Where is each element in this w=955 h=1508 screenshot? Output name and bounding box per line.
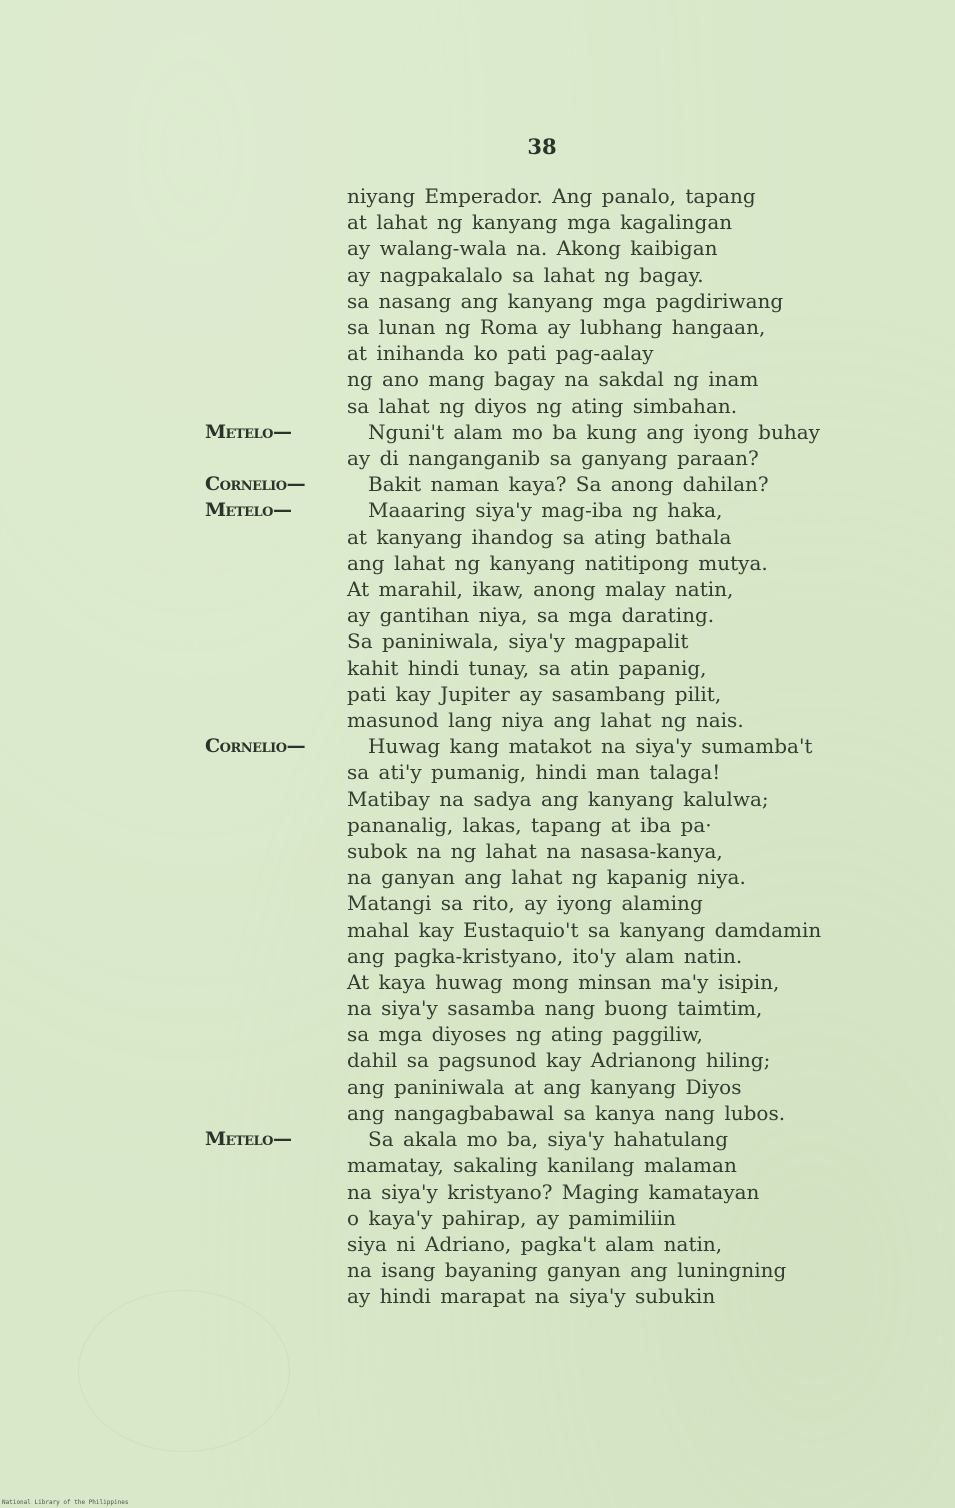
verse-line: ang pagka-kristyano, ito'y alam natin.: [347, 943, 743, 968]
verse-line: at kanyang ihandog sa ating bathala: [347, 524, 732, 549]
verse-line: Matibay na sadya ang kanyang kalulwa;: [347, 786, 769, 811]
verse-lines: [347, 733, 867, 1126]
verse-line: sa lunan ng Roma ay lubhang hangaan,: [347, 314, 766, 339]
verse-line: masunod lang niya ang lahat ng nais.: [347, 707, 744, 732]
verse-lines: [347, 497, 867, 733]
verse-line: ang lahat ng kanyang natitipong mutya.: [347, 550, 768, 575]
verse-line: ay walang-wala na. Akong kaibigan: [347, 236, 718, 261]
verse-line: na ganyan ang lahat ng kapanig niya.: [347, 865, 746, 890]
verse-line: subok na ng lahat na nasasa-kanya,: [347, 838, 723, 863]
verse-line: at inihanda ko pati pag-aalay: [347, 341, 654, 366]
verse-line: sa ati'y pumanig, hindi man talaga!: [347, 760, 721, 785]
verse-line: sa lahat ng diyos ng ating simbahan.: [347, 393, 738, 418]
verse-line: pati kay Jupiter ay sasambang pilit,: [347, 681, 722, 706]
speaker-name: Metelo—: [205, 499, 292, 522]
speaker-name: Metelo—: [205, 420, 292, 443]
verse-line: Matangi sa rito, ay iyong alaming: [347, 891, 703, 916]
page-number: 38: [527, 134, 557, 159]
verse-line: ang paniniwala at ang kanyang Diyos: [347, 1074, 742, 1099]
verse-line: At kaya huwag mong minsan ma'y isipin,: [347, 969, 780, 994]
verse-line: dahil sa pagsunod kay Adrianong hiling;: [347, 1048, 771, 1073]
faded-library-stamp: [78, 1290, 290, 1452]
verse-line: Huwag kang matakot na siya'y sumamba't: [368, 734, 813, 759]
verse-line: ay di nanganganib sa ganyang paraan?: [347, 445, 759, 470]
footer-attribution: National Library of the Philippines: [2, 1499, 129, 1506]
verse-lines: [347, 471, 867, 497]
verse-line: siya ni Adriano, pagka't alam natin,: [347, 1231, 723, 1256]
speaker-name: Metelo—: [205, 1128, 292, 1151]
verse-line: Sa paniniwala, siya'y magpapalit: [347, 629, 689, 654]
verse-line: ay hindi marapat na siya'y subukin: [347, 1284, 716, 1309]
verse-line: na isang bayaning ganyan ang luningning: [347, 1258, 787, 1283]
verse-line: niyang Emperador. Ang panalo, tapang: [347, 184, 756, 208]
verse-lines: [347, 1126, 867, 1309]
verse-lines: [347, 419, 867, 471]
speaker-name: Cornelio—: [205, 735, 306, 758]
verse-line: o kaya'y pahirap, ay pamimiliin: [347, 1205, 676, 1230]
verse-line: kahit hindi tunay, sa atin papanig,: [347, 655, 707, 680]
verse-line: na siya'y sasamba nang buong taimtim,: [347, 996, 763, 1021]
verse-line: Maaaring siya'y mag-iba ng haka,: [368, 498, 723, 523]
speaker-name: Cornelio—: [205, 473, 306, 496]
verse-line: ay gantihan niya, sa mga darating.: [347, 603, 715, 628]
verse-line: mamatay, sakaling kanilang malaman: [347, 1153, 737, 1178]
verse-lines: [347, 183, 867, 419]
verse-line: Nguni't alam mo ba kung ang iyong buhay: [368, 419, 820, 444]
verse-line: sa mga diyoses ng ating paggiliw,: [347, 1022, 703, 1047]
verse-line: Bakit naman kaya? Sa anong dahilan?: [368, 472, 769, 497]
verse-line: ng ano mang bagay na sakdal ng inam: [347, 367, 759, 392]
verse-line: at lahat ng kanyang mga kagalingan: [347, 210, 733, 235]
verse-line: pananalig, lakas, tapang at iba pa·: [347, 812, 712, 837]
verse-line: At marahil, ikaw, anong malay natin,: [347, 576, 734, 601]
verse-line: Sa akala mo ba, siya'y hahatulang: [368, 1127, 728, 1152]
verse-line: sa nasang ang kanyang mga pagdiriwang: [347, 288, 784, 313]
verse-line: ang nangagbabawal sa kanya nang lubos.: [347, 1100, 786, 1125]
verse-line: mahal kay Eustaquio't sa kanyang damdamin: [347, 917, 822, 942]
verse-line: ay nagpakalalo sa lahat ng bagay.: [347, 262, 704, 287]
verse-line: na siya'y kristyano? Maging kamatayan: [347, 1179, 760, 1204]
